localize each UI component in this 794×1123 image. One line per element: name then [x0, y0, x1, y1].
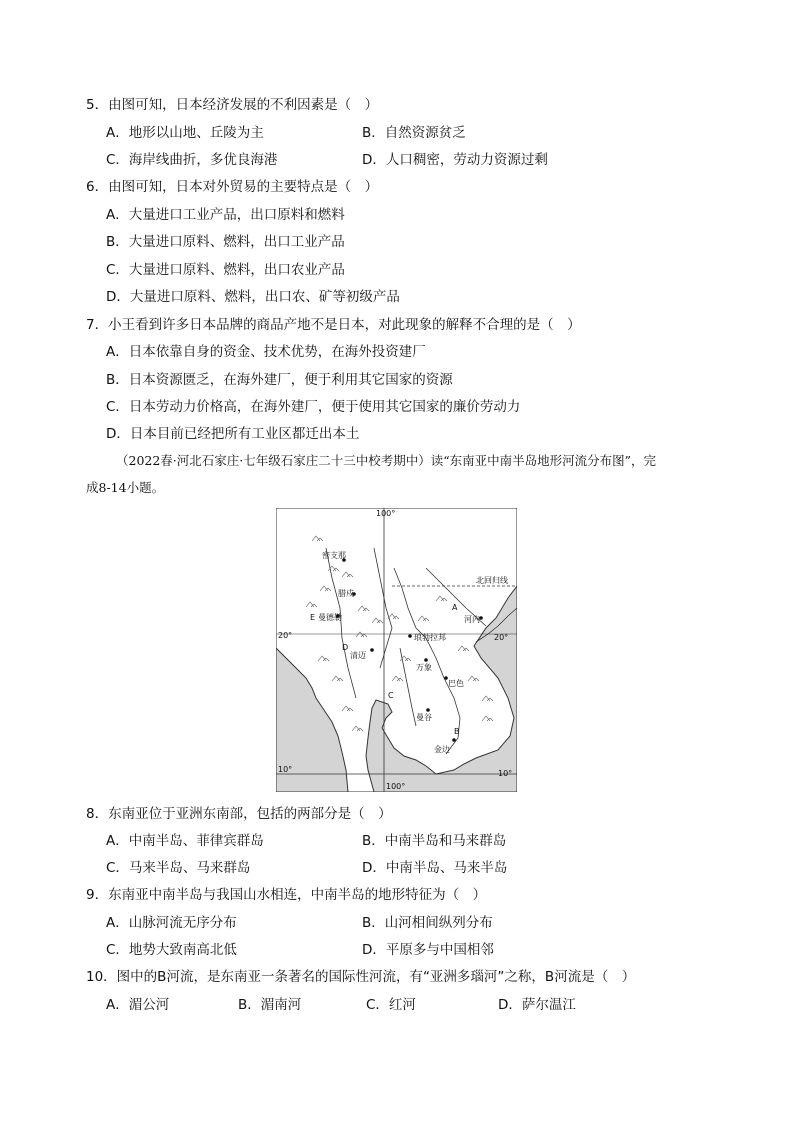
label-bangkok: 曼谷: [416, 713, 432, 722]
q5-stem: 5．由图可知，日本经济发展的不利因素是（ ）: [86, 97, 379, 113]
q9-option-a: A．山脉河流无序分布: [106, 915, 237, 931]
label-lat20-right: 20°: [494, 633, 509, 642]
label-lon-top: 100°: [376, 509, 396, 518]
label-C: C: [388, 691, 394, 700]
q6-option-c: C．大量进口原料、燃料，出口农业产品: [106, 262, 345, 278]
q8-option-c: C．马来半岛、马来群岛: [106, 860, 251, 876]
q5-option-b: B．自然资源贫乏: [362, 125, 466, 141]
q10-option-c: C．红河: [366, 997, 416, 1013]
q8-option-b: B．中南半岛和马来群岛: [362, 833, 507, 849]
label-phnompenh: 金边: [434, 745, 450, 754]
label-lat10-left: 10°: [278, 765, 293, 774]
q7-option-a: A．日本依靠自身的资金、技术优势，在海外投资建厂: [106, 344, 426, 360]
label-E: E: [310, 613, 316, 622]
label-lat20-left: 20°: [278, 631, 293, 640]
q7-option-d: D．日本目前已经把所有工业区都迁出本土: [106, 426, 360, 442]
section-intro-line1: （2022春·河北石家庄·七年级石家庄二十三中校考期中）读“东南亚中南半岛地形河流分布图”，完: [116, 453, 657, 468]
section-intro-line2: 成8-14小题。: [86, 480, 165, 495]
q10-stem: 10．图中的B河流，是东南亚一条著名的国际性河流，有“亚洲多瑙河”之称，B河流是（ ）: [86, 969, 636, 985]
label-lashio: 腊戍: [338, 589, 354, 598]
q6-option-d: D．大量进口原料、燃料，出口农、矿等初级产品: [106, 289, 400, 305]
label-mandalay: 曼德勒: [318, 613, 342, 622]
q9-option-d: D．平原多与中国相邻: [362, 942, 494, 958]
label-chiangmai: 清迈: [350, 651, 366, 660]
q8-stem: 8．东南亚位于亚洲东南部，包括的两部分是（ ）: [86, 806, 392, 822]
indochina-map: [276, 508, 517, 792]
label-lat10-right: 10°: [498, 769, 513, 778]
q7-option-b: B．日本资源匮乏，在海外建厂，便于利用其它国家的资源: [106, 372, 453, 388]
q6-option-b: B．大量进口原料、燃料，出口工业产品: [106, 234, 345, 250]
q10-option-d: D．萨尔温江: [498, 997, 576, 1013]
q5-option-d: D．人口稠密，劳动力资源过剩: [362, 152, 548, 168]
label-B: B: [454, 727, 460, 736]
q7-stem: 7．小王看到许多日本品牌的商品产地不是日本，对此现象的解释不合理的是（ ）: [86, 317, 581, 333]
q7-option-c: C．日本劳动力价格高，在海外建厂，便于使用其它国家的廉价劳动力: [106, 399, 521, 415]
q5-option-c: C．海岸线曲折，多优良海港: [106, 152, 278, 168]
q5-option-a: A．地形以山地、丘陵为主: [106, 125, 264, 141]
label-tropic: 北回归线: [476, 576, 508, 585]
q9-option-b: B．山河相间纵列分布: [362, 915, 493, 931]
q8-option-d: D．中南半岛、马来半岛: [362, 860, 508, 876]
label-D: D: [342, 643, 349, 652]
label-vientiane: 万象: [416, 663, 432, 672]
label-A: A: [452, 603, 458, 612]
q10-option-b: B．湄南河: [238, 997, 302, 1013]
label-luangprabang: 琅勃拉邦: [414, 633, 446, 642]
label-pakse: 巴色: [448, 679, 464, 688]
q8-option-a: A．中南半岛、菲律宾群岛: [106, 833, 264, 849]
label-lon-bottom: 100°: [386, 782, 406, 791]
q9-stem: 9．东南亚中南半岛与我国山水相连，中南半岛的地形特征为（ ）: [86, 887, 487, 903]
label-hanoi: 河内: [464, 615, 480, 624]
q6-stem: 6．由图可知，日本对外贸易的主要特点是（ ）: [86, 179, 379, 195]
label-myitkyina: 密支那: [322, 551, 346, 560]
q9-option-c: C．地势大致南高北低: [106, 942, 237, 958]
q6-option-a: A．大量进口工业产品，出口原料和燃料: [106, 207, 345, 223]
q10-option-a: A．湄公河: [106, 997, 170, 1013]
